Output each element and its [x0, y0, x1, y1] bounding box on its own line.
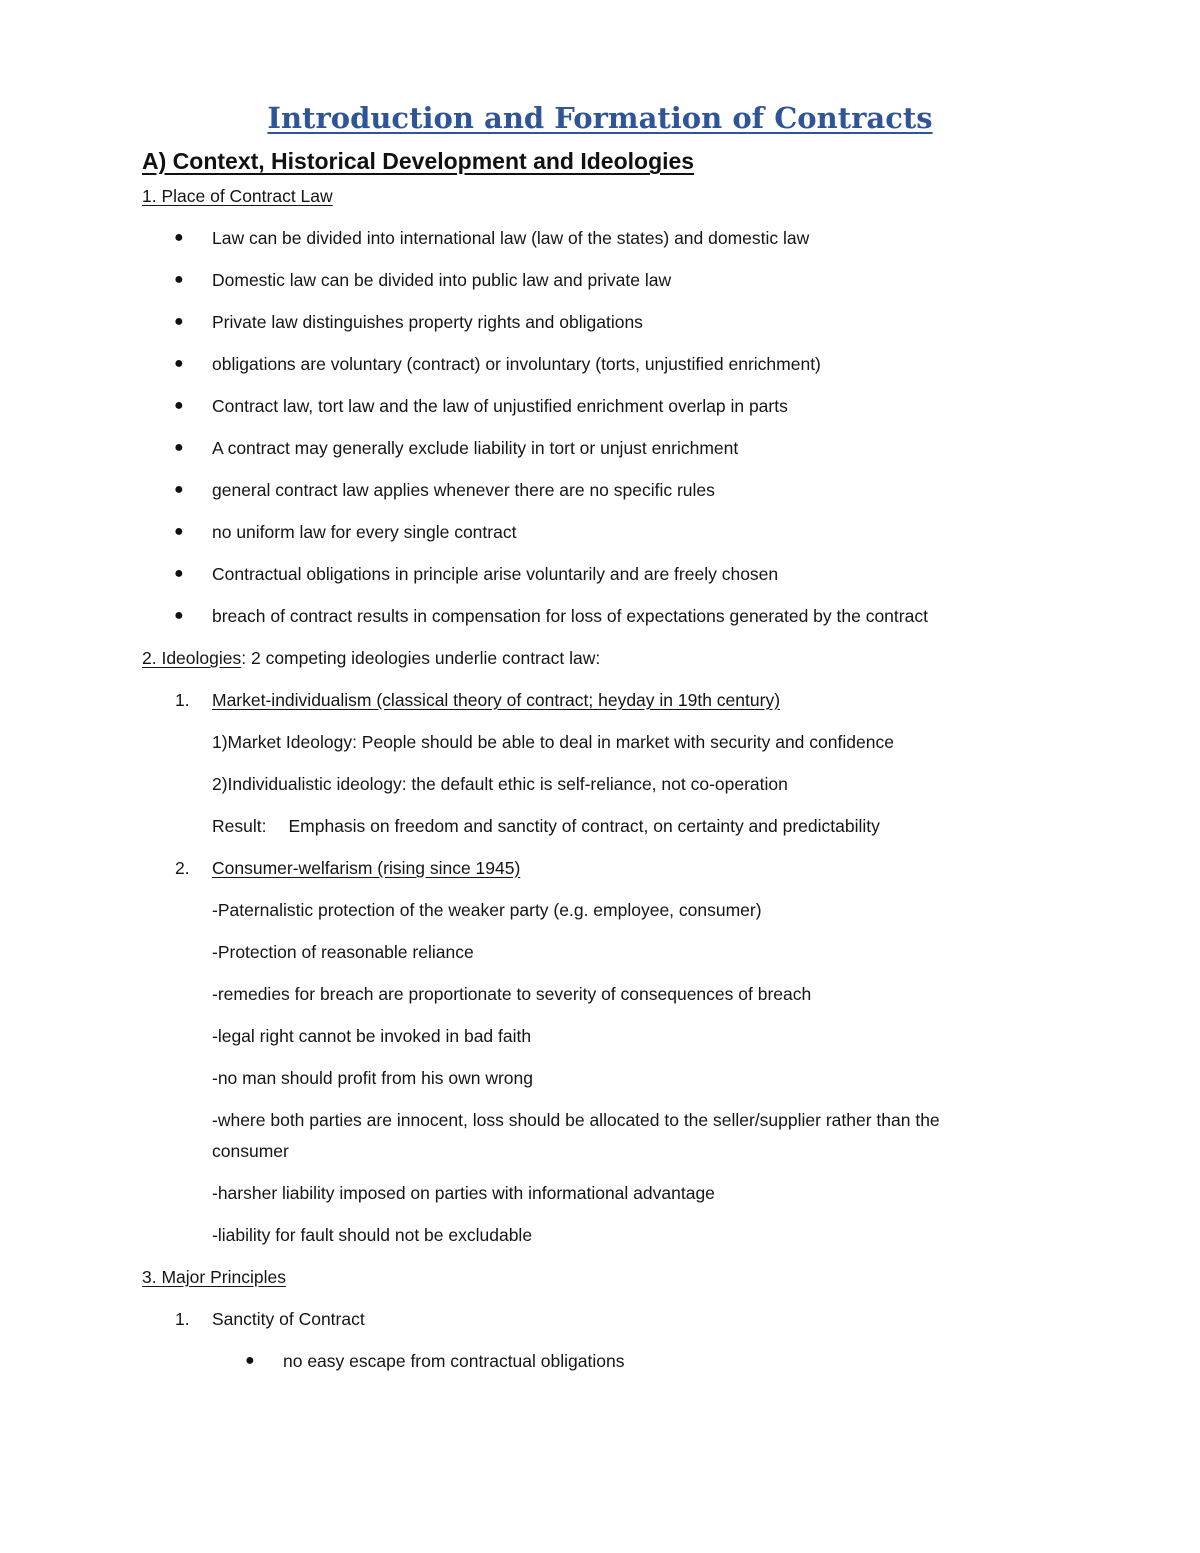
bullet-icon: ● [174, 397, 184, 414]
subsection-heading-place-of-contract-law: 1. Place of Contract Law [142, 186, 333, 206]
list-item: -where both parties are innocent, loss should be allocated to the seller/supplier rather than the [212, 1110, 940, 1130]
ideology-title-consumer-welfarism: Consumer-welfarism (rising since 1945) [212, 858, 521, 878]
result-text: Emphasis on freedom and sanctity of contract, on certainty and predictability [288, 816, 880, 836]
list-item: -legal right cannot be invoked in bad faith [212, 1026, 532, 1046]
principle-title-sanctity-of-contract: Sanctity of Contract [212, 1309, 365, 1329]
list-item: A contract may generally exclude liability in tort or unjust enrichment [212, 438, 739, 458]
list-item: Domestic law can be divided into public law and private law [212, 270, 672, 290]
bullet-icon: ● [174, 565, 184, 582]
bullet-icon: ● [245, 1352, 255, 1369]
list-item: -no man should profit from his own wrong [212, 1068, 533, 1088]
bullet-icon: ● [174, 523, 184, 540]
document-title: Introduction and Formation of Contracts [267, 101, 933, 135]
bullet-icon: ● [174, 313, 184, 330]
list-item: Contract law, tort law and the law of unjustified enrichment overlap in parts [212, 396, 788, 416]
list-item: Private law distinguishes property rights and obligations [212, 312, 643, 332]
list-item: -Paternalistic protection of the weaker party (e.g. employee, consumer) [212, 900, 762, 920]
list-item: 2)Individualistic ideology: the default ethic is self-reliance, not co-operation [212, 774, 788, 794]
list-item: obligations are voluntary (contract) or involuntary (torts, unjustified enrichment) [212, 354, 821, 374]
list-item: no uniform law for every single contract [212, 522, 517, 542]
bullet-icon: ● [174, 481, 184, 498]
list-item: no easy escape from contractual obligations [283, 1351, 625, 1371]
list-item: -liability for fault should not be excludable [212, 1225, 533, 1245]
section-heading-context: A) Context, Historical Development and Ideologies [142, 148, 695, 174]
list-item: Law can be divided into international law (law of the states) and domestic law [212, 228, 810, 248]
list-number: 1. [175, 690, 190, 710]
list-item: general contract law applies whenever there are no specific rules [212, 480, 715, 500]
list-item: 1)Market Ideology: People should be able to deal in market with security and confidence [212, 732, 894, 752]
result-label: Result: [212, 816, 267, 836]
list-item: -harsher liability imposed on parties with informational advantage [212, 1183, 715, 1203]
bullet-icon: ● [174, 355, 184, 372]
bullet-icon: ● [174, 271, 184, 288]
ideologies-heading-label: 2. Ideologies [142, 648, 242, 668]
list-item: breach of contract results in compensation for loss of expectations generated by the contract [212, 606, 928, 626]
list-item: consumer [212, 1141, 289, 1161]
result-line [212, 814, 880, 838]
bullet-icon: ● [174, 229, 184, 246]
subsection-heading-ideologies [142, 646, 600, 670]
list-item: Contractual obligations in principle arise voluntarily and are freely chosen [212, 564, 779, 584]
bullet-icon: ● [174, 439, 184, 456]
list-number: 1. [175, 1309, 190, 1329]
ideologies-heading-rest: : 2 competing ideologies underlie contract law: [241, 648, 601, 668]
list-number: 2. [175, 858, 190, 878]
list-item: -Protection of reasonable reliance [212, 942, 474, 962]
ideology-title-market-individualism: Market-individualism (classical theory of contract; heyday in 19th century) [212, 690, 781, 710]
subsection-heading-major-principles: 3. Major Principles [142, 1267, 286, 1287]
list-item: -remedies for breach are proportionate to severity of consequences of breach [212, 984, 812, 1004]
bullet-icon: ● [174, 607, 184, 624]
